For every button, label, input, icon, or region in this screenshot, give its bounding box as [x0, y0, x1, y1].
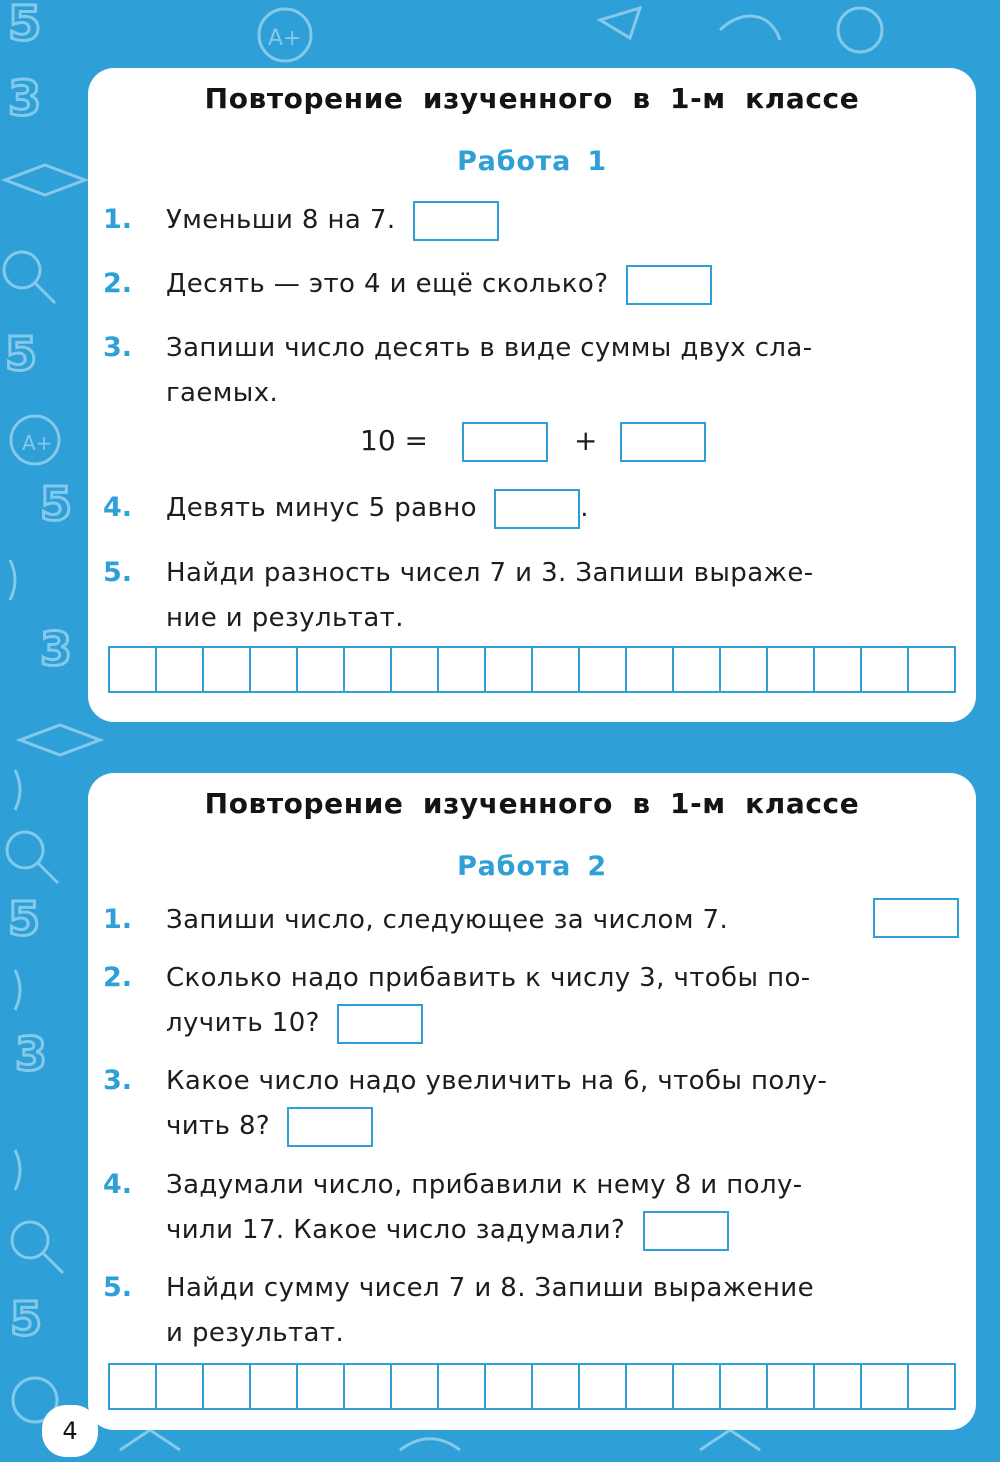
work-2-subtitle: Работа 2 — [457, 851, 607, 882]
answer-box[interactable] — [337, 1004, 423, 1044]
svg-text:A+: A+ — [22, 431, 53, 455]
answer-box[interactable] — [413, 201, 499, 241]
svg-text:A+: A+ — [268, 26, 302, 51]
task-text: Девять минус 5 равно — [166, 493, 477, 523]
answer-grid[interactable] — [108, 1363, 956, 1410]
task-text: Уменьши 8 на 7. — [166, 205, 396, 235]
task-text: Десять — это 4 и ещё сколько? — [166, 269, 609, 299]
task-number: 1. — [103, 204, 133, 235]
work-2-card — [88, 773, 976, 1430]
task-text-cont: гаемых. — [166, 378, 279, 408]
svg-text:5: 5 — [8, 892, 41, 946]
answer-box[interactable] — [643, 1211, 729, 1251]
answer-box[interactable] — [620, 422, 706, 462]
work-1-title: Повторение изученного в 1-м классе — [204, 82, 860, 115]
task-text: Найди сумму чисел 7 и 8. Запиши выражение — [166, 1273, 815, 1303]
task-text-cont: и результат. — [166, 1318, 345, 1348]
task-number: 4. — [103, 492, 133, 523]
work-1-card — [88, 68, 976, 722]
task-number: 3. — [103, 1065, 133, 1096]
svg-text:5: 5 — [5, 327, 38, 381]
task-text-cont: ние и результат. — [166, 603, 404, 633]
task-number: 1. — [103, 904, 133, 935]
work-1-subtitle: Работа 1 — [457, 146, 607, 177]
svg-text:5: 5 — [40, 477, 73, 531]
task-text: Найди разность чисел 7 и 3. Запиши выраже- — [166, 558, 814, 588]
page-number: 4 — [42, 1405, 98, 1457]
svg-text:5: 5 — [8, 0, 42, 52]
task-text: Сколько надо прибавить к числу 3, чтобы по- — [166, 963, 811, 993]
task-number: 4. — [103, 1169, 133, 1200]
svg-text:3: 3 — [8, 71, 42, 127]
task-tail: . — [580, 493, 589, 523]
task-number: 5. — [103, 1272, 133, 1303]
task-text: Запиши число десять в виде суммы двух сла- — [166, 333, 813, 363]
answer-box[interactable] — [462, 422, 548, 462]
task-text: Запиши число, следующее за числом 7. — [166, 905, 729, 935]
answer-box[interactable] — [494, 489, 580, 529]
equation-left: 10 = — [360, 424, 428, 457]
svg-text:3: 3 — [15, 1027, 48, 1081]
task-number: 5. — [103, 557, 133, 588]
task-number: 2. — [103, 962, 133, 993]
answer-box[interactable] — [626, 265, 712, 305]
task-text-cont: лучить 10? — [166, 1008, 320, 1038]
task-text-cont: чили 17. Какое число задумали? — [166, 1215, 626, 1245]
svg-text:5: 5 — [10, 1292, 43, 1346]
answer-box[interactable] — [873, 898, 959, 938]
svg-text:3: 3 — [40, 622, 73, 676]
answer-box[interactable] — [287, 1107, 373, 1147]
equation-plus: + — [574, 424, 598, 457]
work-2-title: Повторение изученного в 1-м классе — [204, 787, 860, 820]
task-text-cont: чить 8? — [166, 1111, 271, 1141]
answer-grid[interactable] — [108, 646, 956, 693]
task-text: Какое число надо увеличить на 6, чтобы полу- — [166, 1066, 828, 1096]
task-number: 3. — [103, 332, 133, 363]
task-number: 2. — [103, 268, 133, 299]
task-text: Задумали число, прибавили к нему 8 и полу- — [166, 1170, 803, 1200]
